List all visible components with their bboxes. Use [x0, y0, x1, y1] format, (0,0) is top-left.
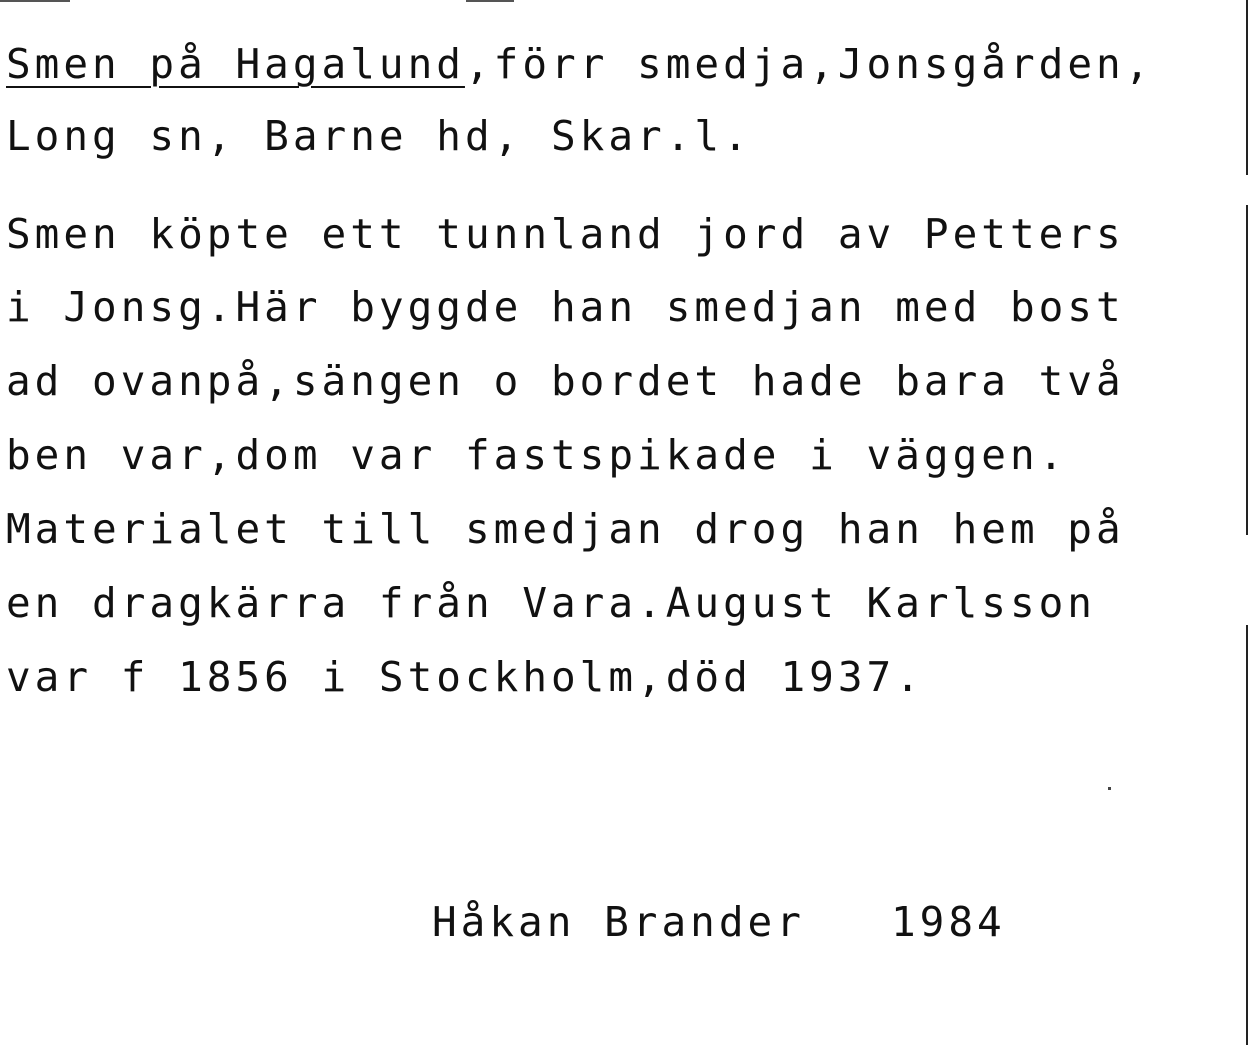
card-heading [6, 40, 1153, 88]
card-edge-line [1246, 205, 1248, 535]
card-edge-line [1246, 625, 1248, 1045]
signature: Håkan Brander 1984 [432, 898, 1006, 946]
body-line: var f 1856 i Stockholm,död 1937. [6, 653, 924, 701]
body-line: i Jonsg.Här byggde han smedjan med bost [6, 283, 1125, 331]
body-line: Materialet till smedjan drog han hem på [6, 505, 1125, 553]
body-line: Smen köpte ett tunnland jord av Petters [6, 210, 1125, 258]
body-line: ben var,dom var fastspikade i väggen. [6, 431, 1068, 479]
body-line: ad ovanpå,sängen o bordet hade bara två [6, 357, 1125, 405]
heading-underlined-title: Smen på Hagalund [6, 40, 465, 88]
location-line: Long sn, Barne hd, Skar.l. [6, 112, 752, 160]
card-edge-line [1246, 0, 1248, 175]
scan-speck [1108, 787, 1111, 790]
scan-mark [0, 0, 70, 2]
body-line: en dragkärra från Vara.August Karlsson [6, 579, 1096, 627]
scan-mark [466, 0, 514, 2]
heading-rest: ,förr smedja,Jonsgården, [464, 40, 1154, 88]
